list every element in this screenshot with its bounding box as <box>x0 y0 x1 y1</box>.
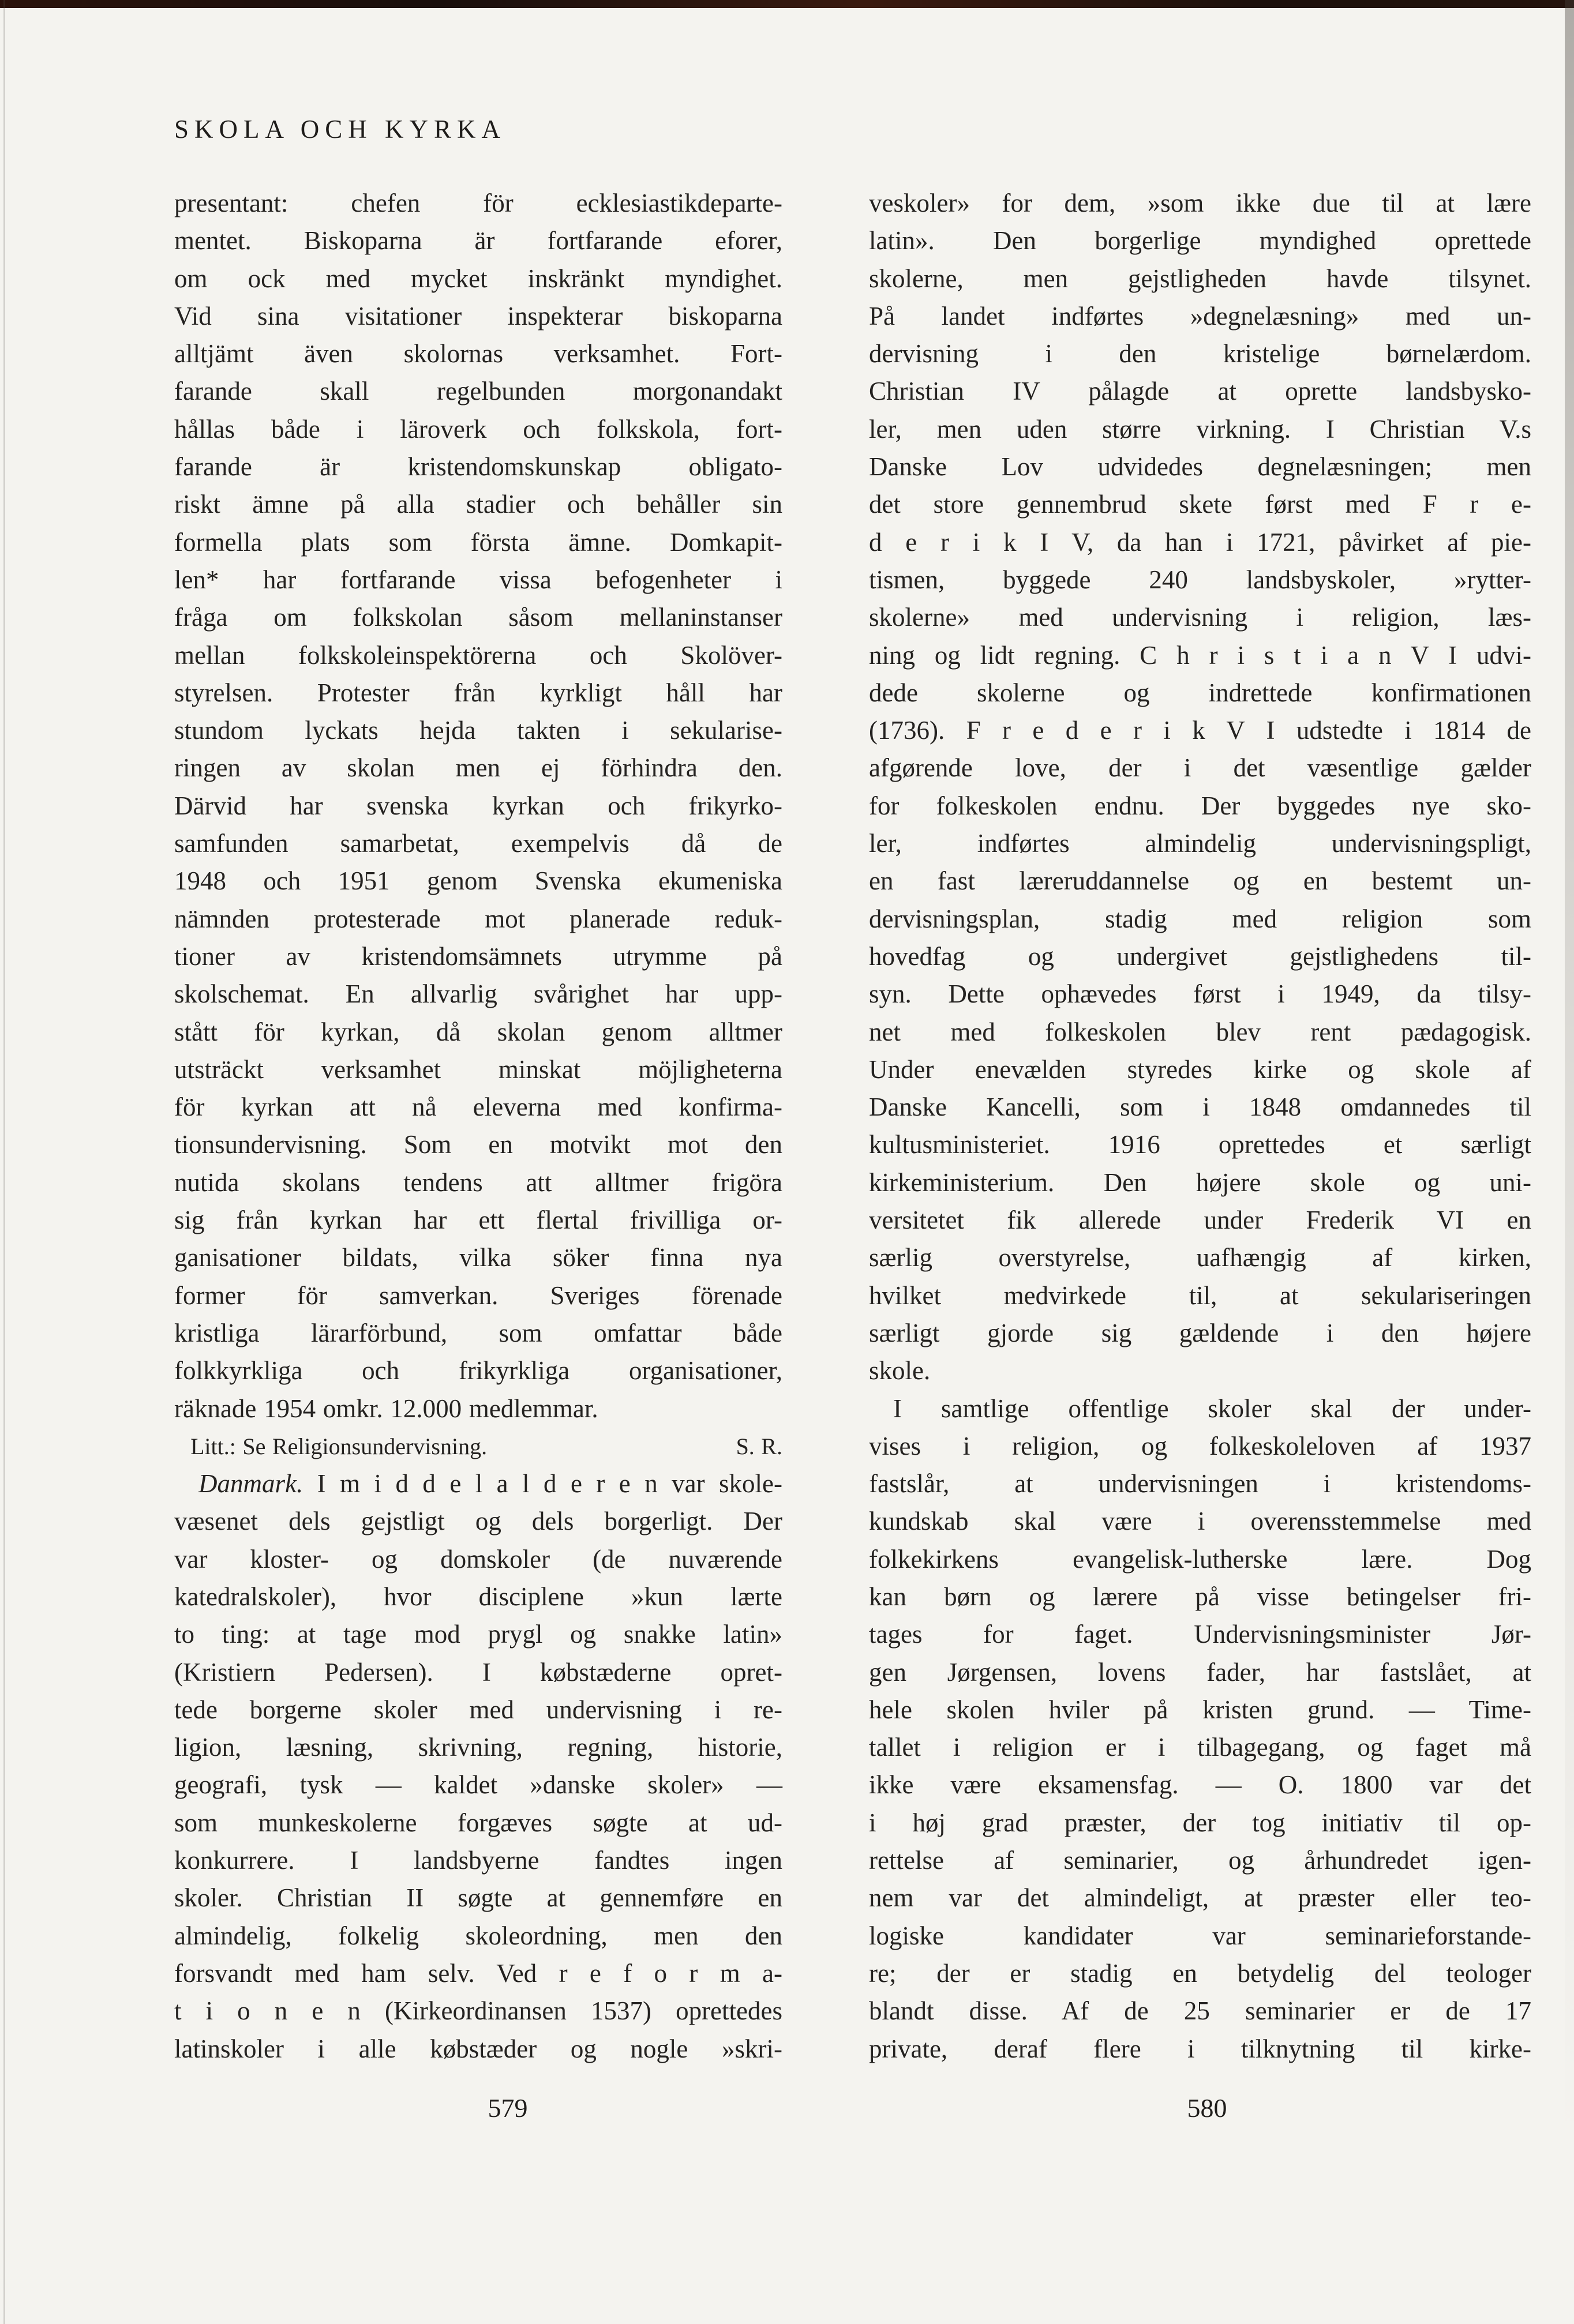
page-number-left: 579 <box>488 2093 528 2123</box>
text-line: farande skall regelbunden morgonandakt <box>174 377 782 406</box>
text-line: len* har fortfarande vissa befogenheter i <box>174 565 782 594</box>
text-line: 1948 och 1951 genom Svenska ekumeniska <box>174 866 782 896</box>
line-text: Litt.: Se Religionsundervisning. <box>190 1433 488 1459</box>
text-line: konkurrere. I landsbyerne fandtes ingen <box>174 1846 782 1875</box>
text-line: ganisationer bildats, vilka söker finna nya <box>174 1243 782 1272</box>
text-line: en fast læreruddannelse og en bestemt un- <box>869 866 1531 896</box>
text-line: dervisningsplan, stadig med religion som <box>869 904 1531 933</box>
text-line: ler, indførtes almindelig undervisningspligt, <box>869 829 1531 858</box>
text-line: ligion, læsning, skrivning, regning, historie, <box>174 1733 782 1762</box>
text-line: fråga om folkskolan såsom mellaninstanser <box>174 603 782 632</box>
text-line: utsträckt verksamhet minskat möjligheterna <box>174 1054 782 1084</box>
text-line: syn. Dette ophævedes først i 1949, da tilsy- <box>869 979 1531 1009</box>
text-line: stått för kyrkan, då skolan genom alltmer <box>174 1017 782 1046</box>
text-line: kirkeministerium. Den højere skole og uni- <box>869 1167 1531 1197</box>
text-line: væsenet dels gejstligt og dels borgerligt. Der <box>174 1507 782 1536</box>
text-line: blandt disse. Af de 25 seminarier er de 17 <box>869 1996 1531 2026</box>
text-line: presentant: chefen för ecklesiastikdeparte- <box>174 189 782 217</box>
text-line: var kloster- og domskoler (de nuværende <box>174 1544 782 1574</box>
text-line: hele skolen hviler på kristen grund. — Time- <box>869 1695 1531 1724</box>
text-line: almindelig, folkelig skoleordning, men den <box>174 1921 782 1950</box>
text-line: sig från kyrkan har ett flertal frivilliga or- <box>174 1206 782 1235</box>
text-line: I samtlige offentlige skoler skal der under- <box>893 1394 1531 1423</box>
text-line: latinskoler i alle købstæder og nogle »skri- <box>174 2034 782 2063</box>
right-column <box>869 185 1531 2068</box>
text-line: stundom lyckats hejda takten i sekularise- <box>174 716 782 745</box>
text-line: skolerne» med undervisning i religion, læs- <box>869 603 1531 632</box>
text-line: tioner av kristendomsämnets utrymme på <box>174 941 782 971</box>
top-edge-band <box>0 0 1574 8</box>
text-line: fastslår, at undervisningen i kristendoms- <box>869 1469 1531 1499</box>
right-edge-shadow <box>1565 0 1574 2324</box>
text-line: skolschemat. En allvarlig svårighet har upp- <box>174 979 782 1009</box>
text-line: för kyrkan att nå eleverna med konfirma- <box>174 1092 782 1122</box>
text-line: om ock med mycket inskränkt myndighet. <box>174 264 782 293</box>
text-line: mellan folkskoleinspektörerna och Skolöver- <box>174 640 782 670</box>
text-line: Under enevælden styredes kirke og skole af <box>869 1054 1531 1084</box>
text-line: net med folkeskolen blev rent pædagogisk. <box>869 1017 1531 1046</box>
text-line: nutida skolans tendens att alltmer frigöra <box>174 1167 782 1197</box>
text-line: to ting: at tage mod prygl og snakke latin» <box>174 1620 782 1649</box>
text-line: ler, men uden større virkning. I Christian V.s <box>869 414 1531 444</box>
text-line: styrelsen. Protester från kyrkligt håll har <box>174 678 782 707</box>
text-line: d e r i k I V, da han i 1721, påvirket af pie- <box>869 527 1531 557</box>
text-line: tionsundervisning. Som en motvikt mot den <box>174 1130 782 1159</box>
text-line: (Kristiern Pedersen). I købstæderne opret- <box>174 1657 782 1687</box>
text-line: kundskab skal være i overensstemmelse med <box>869 1507 1531 1536</box>
author-initials: S. R. <box>736 1433 782 1459</box>
text-line: folkkyrkliga och frikyrkliga organisationer, <box>174 1356 782 1386</box>
text-line: tallet i religion er i tilbagegang, og faget må <box>869 1733 1531 1762</box>
text-line: alltjämt även skolornas verksamhet. Fort- <box>174 339 782 369</box>
text-line: dervisning i den kristelige børnelærdom. <box>869 339 1531 369</box>
text-line: logiske kandidater var seminarieforstande- <box>869 1921 1531 1950</box>
text-line: På landet indførtes »degnelæsning» med un- <box>869 301 1531 331</box>
text-line: afgørende love, der i det væsentlige gælder <box>869 753 1531 783</box>
text-line: hovedfag og undergivet gejstlighedens til- <box>869 941 1531 971</box>
page-header: SKOLA OCH KYRKA <box>174 115 507 144</box>
text-line: tages for faget. Undervisningsminister Jør- <box>869 1620 1531 1649</box>
text-line: kristliga lärarförbund, som omfattar både <box>174 1318 782 1347</box>
text-line: gen Jørgensen, lovens fader, har fastslået, at <box>869 1657 1531 1687</box>
text-line: nämnden protesterade mot planerade reduk- <box>174 904 782 933</box>
text-line: i høj grad præster, der tog initiativ til op- <box>869 1808 1531 1837</box>
text-line: mentet. Biskoparna är fortfarande eforer, <box>174 226 782 256</box>
page-number-right: 580 <box>1187 2093 1227 2123</box>
text-line: samfunden samarbetat, exempelvis då de <box>174 829 782 858</box>
text-line: hållas både i läroverk och folkskola, fort- <box>174 414 782 444</box>
text-line: versitetet fik allerede under Frederik VI en <box>869 1206 1531 1235</box>
text-line: veskoler» for dem, »som ikke due til at lære <box>869 189 1531 217</box>
text-line: riskt ämne på alla stadier och behåller sin <box>174 490 782 519</box>
text-line: som munkeskolerne forgæves søgte at ud- <box>174 1808 782 1837</box>
left-edge-line <box>3 0 5 2324</box>
text-line: Vid sina visitationer inspekterar biskoparna <box>174 301 782 331</box>
text-line: Christian IV pålagde at oprette landsbysko- <box>869 377 1531 406</box>
text-line: räknade 1954 omkr. 12.000 medlemmar. <box>174 1394 598 1423</box>
text-line: nem var det almindeligt, at præster eller teo- <box>869 1883 1531 1913</box>
text-line: private, deraf flere i tilknytning til kirke- <box>869 2034 1531 2063</box>
text-line: vises i religion, og folkeskoleloven af 1937 <box>869 1431 1531 1461</box>
text-line: skolerne, men gejstligheden havde tilsynet. <box>869 264 1531 293</box>
text-line: geografi, tysk — kaldet »danske skoler» — <box>174 1770 782 1800</box>
text-line: t i o n e n (Kirkeordinansen 1537) oprettedes <box>174 1996 782 2026</box>
text-line: farande är kristendomskunskap obligato- <box>174 452 782 482</box>
text-line: dede skolerne og indrettede konfirmationen <box>869 678 1531 707</box>
text-line: ning og lidt regning. C h r i s t i a n V I udvi- <box>869 640 1531 670</box>
text-line: skoler. Christian II søgte at gennemføre en <box>174 1883 782 1913</box>
text-line: tismen, byggede 240 landsbyskoler, »rytter- <box>869 565 1531 594</box>
text-line: hvilket medvirkede til, at sekulariseringen <box>869 1281 1531 1310</box>
text-line: (1736). F r e d e r i k V I udstedte i 1814 de <box>869 716 1531 745</box>
text-line: for folkeskolen endnu. Der byggedes nye sko- <box>869 791 1531 820</box>
text-line: Danmark. I m i d d e l a l d e r e n var skole- <box>198 1469 782 1499</box>
text-line: latin». Den borgerlige myndighed oprettede <box>869 226 1531 256</box>
text-line: katedralskoler), hvor disciplene »kun lærte <box>174 1582 782 1611</box>
text-line: Danske Kancelli, som i 1848 omdannedes til <box>869 1092 1531 1122</box>
text-line: re; der er stadig en betydelig del teologer <box>869 1958 1531 1988</box>
text-line: det store gennembrud skete først med F r e- <box>869 490 1531 519</box>
italic-lead: Danmark. <box>198 1469 303 1499</box>
left-column <box>174 185 782 2068</box>
text-line <box>174 1428 782 1465</box>
text-line: ringen av skolan men ej förhindra den. <box>174 753 782 783</box>
text-line: særlig overstyrelse, uafhængig af kirken, <box>869 1243 1531 1272</box>
text-line: skole. <box>869 1356 931 1386</box>
text-line: Danske Lov udvidedes degnelæsningen; men <box>869 452 1531 482</box>
text-line: tede borgerne skoler med undervisning i re- <box>174 1695 782 1724</box>
text-line: former för samverkan. Sveriges förenade <box>174 1281 782 1310</box>
text-line: forsvandt med ham selv. Ved r e f o r m a- <box>174 1958 782 1988</box>
text-line: kan børn og lærere på visse betingelser fri- <box>869 1582 1531 1611</box>
text-line: formella plats som första ämne. Domkapit- <box>174 527 782 557</box>
text-line: ikke være eksamensfag. — O. 1800 var det <box>869 1770 1531 1800</box>
text-line: rettelse af seminarier, og århundredet igen- <box>869 1846 1531 1875</box>
text-line: Därvid har svenska kyrkan och frikyrko- <box>174 791 782 820</box>
text-line: særligt gjorde sig gældende i den højere <box>869 1318 1531 1347</box>
text-line: kultusministeriet. 1916 oprettedes et særligt <box>869 1130 1531 1159</box>
text-line: folkekirkens evangelisk-lutherske lære. Dog <box>869 1544 1531 1574</box>
